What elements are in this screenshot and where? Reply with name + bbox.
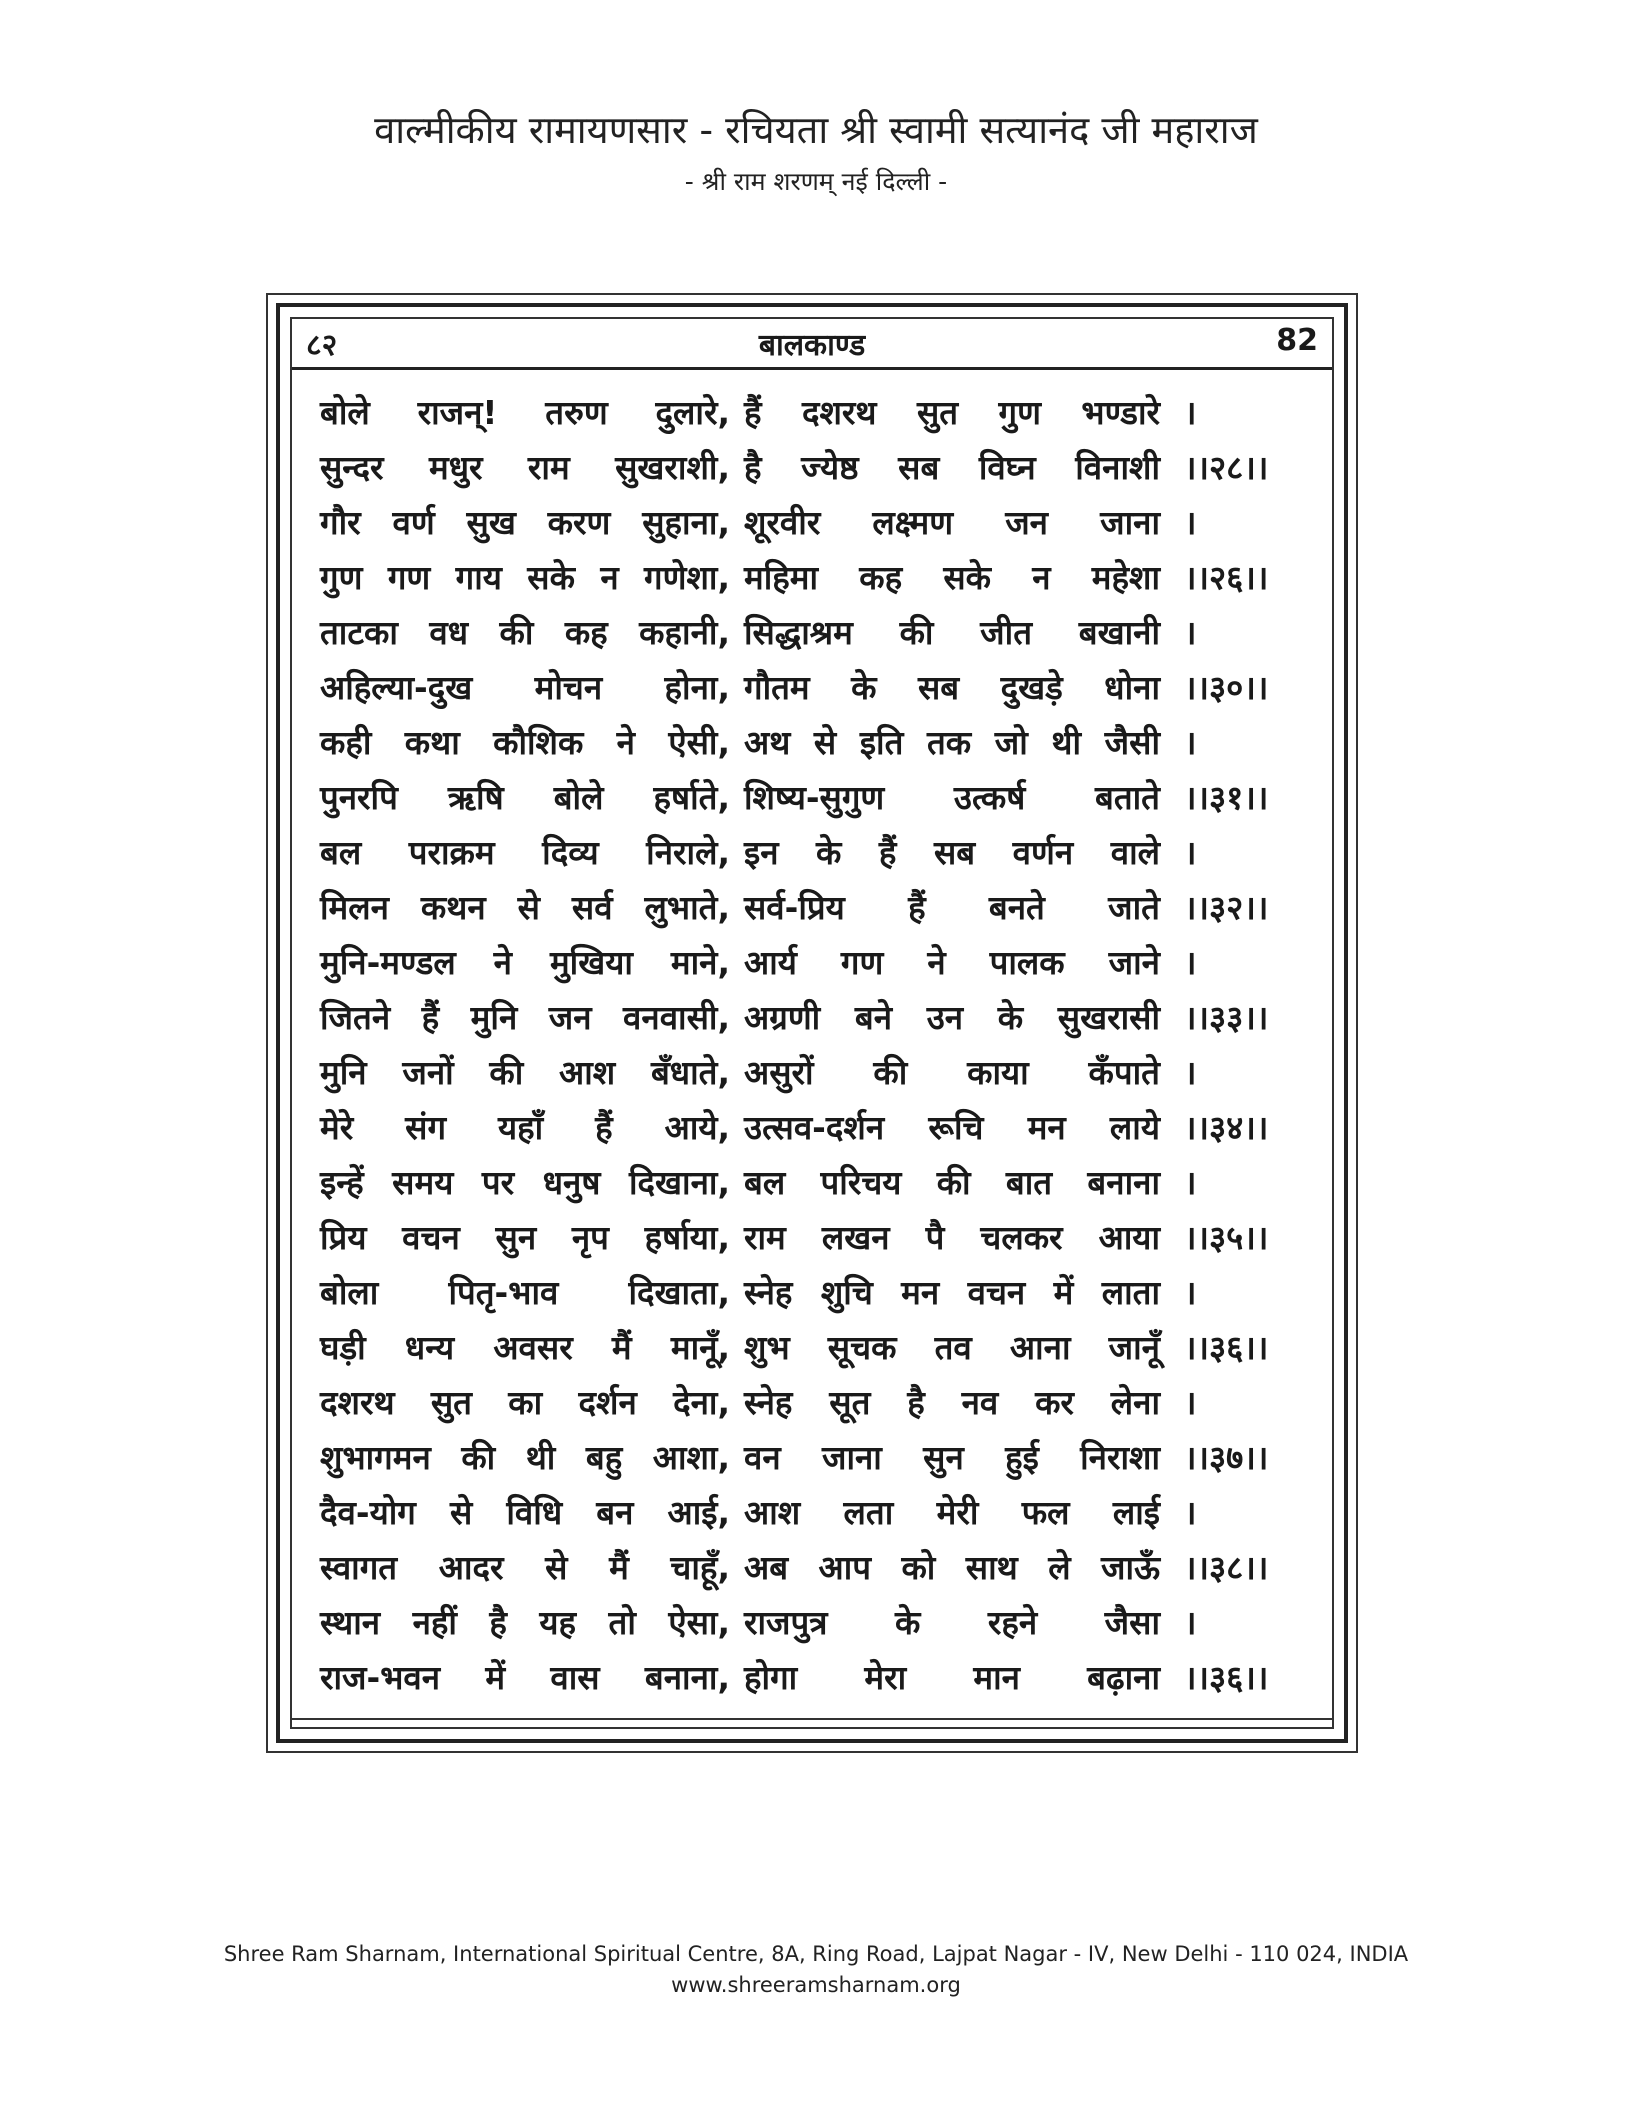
verse-first-half: जितने हैं मुनि जन वनवासी, [320,998,730,1037]
verse-second-half: असुरों की काया कँपाते [744,1053,1160,1092]
document-header-title: वाल्मीकीय रामायणसार - रचियता श्री स्वामी सत्यानंद जी महाराज [374,108,1258,152]
verse-end-marker: ।।३४।। [1184,1108,1269,1147]
verse-first-half: बोले राजन्! तरुण दुलारे, [320,393,730,432]
footer-website: www.shreeramsharnam.org [671,1973,961,1997]
verse-first-half: सुन्दर मधुर राम सुखराशी, [320,448,730,487]
verse-first-half: मुनि-मण्डल ने मुखिया माने, [320,943,730,982]
verse-second-half: वन जाना सुन हुई निराशा [744,1438,1160,1477]
verse-second-half: आश लता मेरी फल लाई [744,1493,1160,1532]
verse-first-half: दशरथ सुत का दर्शन देना, [320,1383,730,1422]
verse-second-half: शुभ सूचक तव आना जानूँ [744,1328,1160,1367]
footer-address: Shree Ram Sharnam, International Spiritual Centre, 8A, Ring Road, Lajpat Nagar - IV, New Delhi - 110 024, INDIA [223,1942,1409,1966]
verse-end-marker: ।।३५।। [1184,1218,1269,1257]
verse-line [320,1265,1320,1320]
verse-end-marker: । [1184,723,1197,762]
verse-second-half: गौतम के सब दुखड़े धोना [744,668,1160,707]
verse-first-half: इन्हें समय पर धनुष दिखाना, [320,1163,730,1202]
verse-second-half: शूरवीर लक्ष्मण जन जाना [744,503,1160,542]
verse-first-half: स्वागत आदर से मैं चाहूँ, [320,1548,730,1587]
verse-line [320,550,1320,605]
verse-end-marker: । [1184,1163,1197,1202]
verse-line [320,1540,1320,1595]
verse-second-half: बल परिचय की बात बनाना [744,1163,1160,1202]
section-title: बालकाण्ड [758,328,866,363]
verse-end-marker: । [1184,833,1197,872]
verse-second-half: आर्य गण ने पालक जाने [744,943,1160,982]
verse-line [320,660,1320,715]
verse-end-marker: । [1184,1493,1197,1532]
verse-first-half: कही कथा कौशिक ने ऐसी, [320,723,730,762]
verse-end-marker: ।।२६।। [1184,558,1269,597]
verse-end-marker: ।।३८।। [1184,1548,1269,1587]
verse-line [320,1375,1320,1430]
verse-line [320,1485,1320,1540]
verse-line [320,1650,1320,1705]
verse-first-half: दैव-योग से विधि बन आई, [320,1493,730,1532]
verse-second-half: शिष्य-सुगुण उत्कर्ष बताते [744,778,1160,817]
verse-line [320,935,1320,990]
verse-line [320,715,1320,770]
verse-second-half: सिद्धाश्रम की जीत बखानी [744,613,1160,652]
verse-end-marker: ।।३३।। [1184,998,1269,1037]
verse-first-half: गुण गण गाय सके न गणेशा, [320,558,730,597]
verse-second-half: राजपुत्र के रहने जैसा [744,1603,1160,1642]
verse-line [320,605,1320,660]
verse-second-half: है ज्येष्ठ सब विघ्न विनाशी [744,448,1160,487]
verse-end-marker: । [1184,503,1197,542]
verse-second-half: अब आप को साथ ले जाऊँ [744,1548,1160,1587]
verse-second-half: सर्व-प्रिय हैं बनते जाते [744,888,1160,927]
verse-first-half: मेरे संग यहाँ हैं आये, [320,1108,730,1147]
verse-line [320,495,1320,550]
frame-divider [290,1718,1334,1720]
verse-second-half: इन के हैं सब वर्णन वाले [744,833,1160,872]
verse-second-half: उत्सव-दर्शन रूचि मन लाये [744,1108,1160,1147]
verse-first-half: स्थान नहीं है यह तो ऐसा, [320,1603,730,1642]
verse-line [320,440,1320,495]
verse-end-marker: ।।३६।। [1184,1328,1269,1367]
verse-first-half: घड़ी धन्य अवसर मैं मानूँ, [320,1328,730,1367]
verse-first-half: अहिल्या-दुख मोचन होना, [320,668,730,707]
verse-first-half: बल पराक्रम दिव्य निराले, [320,833,730,872]
verse-line [320,1320,1320,1375]
verse-list [320,385,1320,1705]
verse-line [320,1430,1320,1485]
verse-line [320,825,1320,880]
verse-end-marker: । [1184,1383,1197,1422]
verse-end-marker: ।।३१।। [1184,778,1269,817]
verse-end-marker: । [1184,1603,1197,1642]
verse-first-half: पुनरपि ऋषि बोले हर्षाते, [320,778,730,817]
verse-second-half: अग्रणी बने उन के सुखरासी [744,998,1160,1037]
verse-second-half: स्नेह सूत है नव कर लेना [744,1383,1160,1422]
verse-second-half: अथ से इति तक जो थी जैसी [744,723,1160,762]
verse-end-marker: । [1184,393,1197,432]
verse-end-marker: ।।३७।। [1184,1438,1269,1477]
verse-first-half: शुभागमन की थी बहु आशा, [320,1438,730,1477]
page-number-devanagari: ८२ [306,328,338,363]
verse-first-half: राज-भवन में वास बनाना, [320,1658,730,1697]
verse-end-marker: । [1184,613,1197,652]
verse-second-half: हैं दशरथ सुत गुण भण्डारे [744,393,1160,432]
verse-first-half: मिलन कथन से सर्व लुभाते, [320,888,730,927]
document-header-subtitle: - श्री राम शरणम् नई दिल्ली - [684,167,948,196]
verse-end-marker: ।।२८।। [1184,448,1269,487]
verse-end-marker: । [1184,1273,1197,1312]
verse-end-marker: । [1184,943,1197,982]
verse-first-half: मुनि जनों की आश बँधाते, [320,1053,730,1092]
verse-line [320,1045,1320,1100]
verse-line [320,1155,1320,1210]
verse-end-marker: ।।३२।। [1184,888,1269,927]
verse-first-half: बोला पितृ-भाव दिखाता, [320,1273,730,1312]
verse-second-half: राम लखन पै चलकर आया [744,1218,1160,1257]
page-number: 82 [1276,323,1318,358]
verse-second-half: स्नेह शुचि मन वचन में लाता [744,1273,1160,1312]
verse-first-half: प्रिय वचन सुन नृप हर्षाया, [320,1218,730,1257]
verse-line [320,385,1320,440]
verse-line [320,1595,1320,1650]
verse-first-half: गौर वर्ण सुख करण सुहाना, [320,503,730,542]
verse-line [320,1100,1320,1155]
verse-end-marker: ।।३०।। [1184,668,1269,707]
verse-second-half: महिमा कह सके न महेशा [744,558,1160,597]
verse-first-half: ताटका वध की कह कहानी, [320,613,730,652]
verse-line [320,880,1320,935]
verse-line [320,990,1320,1045]
verse-second-half: होगा मेरा मान बढ़ाना [744,1658,1160,1697]
verse-line [320,1210,1320,1265]
verse-line [320,770,1320,825]
page-heading-bar [292,319,1332,370]
verse-end-marker: । [1184,1053,1197,1092]
verse-end-marker: ।।३६।। [1184,1658,1269,1697]
